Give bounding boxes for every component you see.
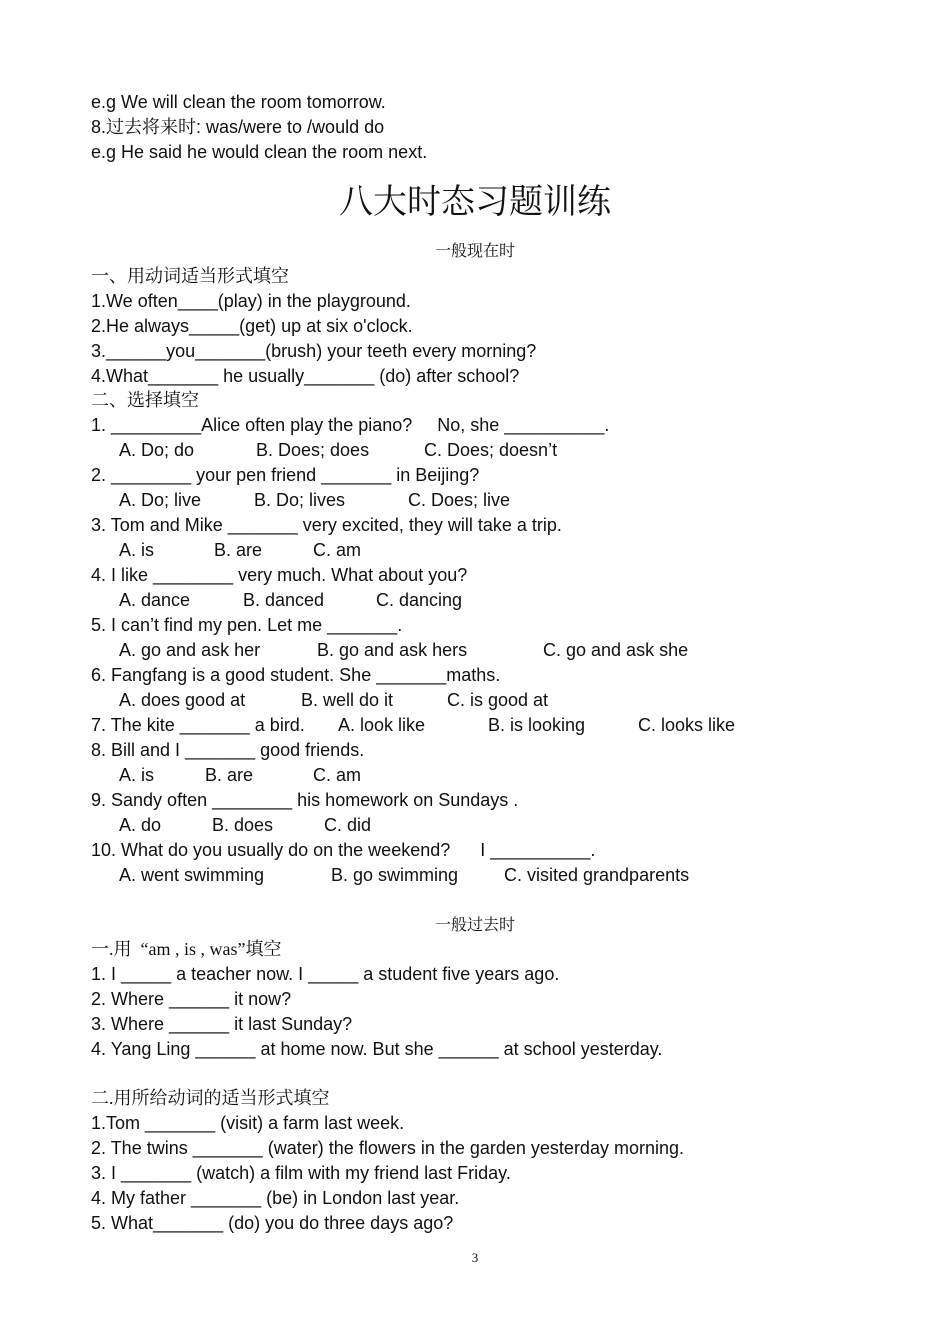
- option-c: C. is good at: [447, 690, 549, 710]
- option-b: B. well do it: [301, 690, 394, 710]
- question: 10. What do you usually do on the weekend? I __________.: [91, 840, 596, 860]
- exercise-item: 1. I _____ a teacher now. I _____ a student five years ago.: [91, 964, 560, 984]
- section-heading: 一般现在时: [434, 241, 515, 260]
- section-heading: 一般过去时: [434, 915, 515, 934]
- question: 9. Sandy often ________ his homework on Sundays .: [91, 790, 519, 810]
- option-c: C. Does; doesn’t: [424, 440, 558, 460]
- tense-rule: 8.过去将来时: was/were to /would do: [91, 117, 385, 137]
- exercise-item: 4. My father _______ (be) in London last year.: [91, 1188, 460, 1208]
- question: 6. Fangfang is a good student. She _______maths.: [91, 665, 501, 685]
- page-title: 八大时态习题训练: [339, 182, 611, 222]
- exercise-item: 2.He always_____(get) up at six o'clock.: [91, 316, 413, 336]
- exercise-item: 1.Tom _______ (visit) a farm last week.: [91, 1113, 405, 1133]
- option-a: A. went swimming: [119, 865, 265, 885]
- option-a: A. go and ask her: [119, 640, 261, 660]
- part-title: 一.用 “am , is , was”填空: [91, 939, 282, 959]
- option-a: A. do: [119, 815, 162, 835]
- exercise-item: 3.______you_______(brush) your teeth every morning?: [91, 341, 537, 361]
- option-c: C. looks like: [638, 715, 736, 735]
- option-c: C. visited grandparents: [504, 865, 690, 885]
- page-number: 3: [471, 1250, 479, 1265]
- option-a: A. Do; live: [119, 490, 202, 510]
- option-b: B. danced: [243, 590, 325, 610]
- option-c: C. go and ask she: [543, 640, 689, 660]
- option-b: B. are: [205, 765, 254, 785]
- exercise-item: 3. Where ______ it last Sunday?: [91, 1014, 353, 1034]
- question: 2. ________ your pen friend _______ in Beijing?: [91, 465, 480, 485]
- exercise-item: 2. Where ______ it now?: [91, 989, 292, 1009]
- example-sentence: e.g He said he would clean the room next.: [91, 142, 428, 162]
- question: 5. I can’t find my pen. Let me _______.: [91, 615, 403, 635]
- question: 4. I like ________ very much. What about you?: [91, 565, 468, 585]
- question: 1. _________Alice often play the piano? No, she __________.: [91, 415, 610, 435]
- option-a: A. does good at: [119, 690, 246, 710]
- option-a: A. is: [119, 540, 155, 560]
- exercise-item: 5. What_______ (do) you do three days ago?: [91, 1213, 454, 1233]
- question: 3. Tom and Mike _______ very excited, they will take a trip.: [91, 515, 562, 535]
- option-b: B. Do; lives: [254, 490, 346, 510]
- example-sentence: e.g We will clean the room tomorrow.: [91, 92, 386, 112]
- option-b: B. go swimming: [331, 865, 459, 885]
- option-a: A. is: [119, 765, 155, 785]
- part-title: 二.用所给动词的适当形式填空: [91, 1088, 330, 1108]
- option-b: B. is looking: [488, 715, 586, 735]
- exercise-item: 2. The twins _______ (water) the flowers in the garden yesterday morning.: [91, 1138, 684, 1158]
- option-a: A. Do; do: [119, 440, 195, 460]
- option-c: C. am: [313, 765, 362, 785]
- option-c: C. am: [313, 540, 362, 560]
- exercise-item: 4.What_______ he usually_______ (do) after school?: [91, 366, 520, 386]
- option-a: A. look like: [338, 715, 426, 735]
- exercise-item: 4. Yang Ling ______ at home now. But she ______ at school yesterday.: [91, 1039, 663, 1059]
- option-b: B. Does; does: [256, 440, 370, 460]
- option-c: C. did: [324, 815, 372, 835]
- option-b: B. are: [214, 540, 263, 560]
- option-c: C. Does; live: [408, 490, 511, 510]
- exercise-item: 3. I _______ (watch) a film with my friend last Friday.: [91, 1163, 511, 1183]
- question: 8. Bill and I _______ good friends.: [91, 740, 365, 760]
- question: 7. The kite _______ a bird.: [91, 715, 305, 735]
- option-c: C. dancing: [376, 590, 463, 610]
- option-b: B. does: [212, 815, 274, 835]
- option-a: A. dance: [119, 590, 191, 610]
- part-title: 一、用动词适当形式填空: [91, 266, 289, 286]
- option-b: B. go and ask hers: [317, 640, 468, 660]
- part-title: 二、选择填空: [91, 390, 199, 410]
- exercise-item: 1.We often____(play) in the playground.: [91, 291, 411, 311]
